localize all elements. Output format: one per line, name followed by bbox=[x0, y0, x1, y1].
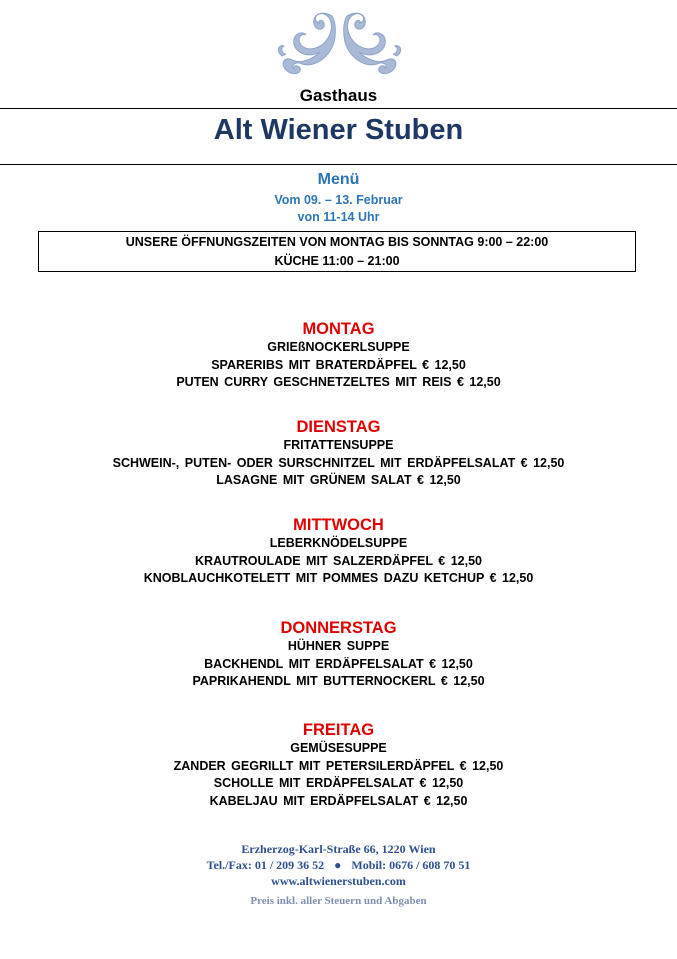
dish-soup: HÜHNER SUPPE bbox=[287, 639, 390, 653]
day-section-donnerstag bbox=[0, 618, 677, 691]
footer-tax-note: Preis inkl. aller Steuern und Abgaben bbox=[250, 895, 427, 907]
opening-hours-line: UNSERE ÖFFNUNGSZEITEN VON MONTAG BIS SONNTAG 9:00 – 22:00 bbox=[125, 235, 549, 249]
kitchen-hours-line: KÜCHE 11:00 – 21:00 bbox=[274, 254, 400, 268]
menu-dates: Vom 09. – 13. Februar bbox=[274, 193, 403, 207]
bullet-separator: ● bbox=[334, 858, 342, 872]
dish-soup: GEMÜSESUPPE bbox=[290, 741, 387, 755]
dish-main: SPARERIBS MIT BRATERDÄPFEL € 12,50 bbox=[211, 357, 466, 372]
day-section-montag bbox=[0, 319, 677, 392]
dish-main: LASAGNE MIT GRÜNEM SALAT € 12,50 bbox=[216, 473, 461, 487]
dish-main: PUTEN CURRY GESCHNETZELTES MIT REIS € 12,50 bbox=[176, 375, 501, 389]
dish-main: SCHWEIN-, PUTEN- ODER SURSCHNITZEL MIT ERDÄPFELSALAT € 12,50 bbox=[112, 455, 565, 470]
dish-soup: FRITATTENSUPPE bbox=[283, 438, 394, 452]
opening-hours-box bbox=[38, 231, 636, 272]
dish-main: ZANDER GEGRILLT MIT PETERSILERDÄPFEL € 12,50 bbox=[173, 758, 504, 773]
day-name: MONTAG bbox=[302, 320, 375, 338]
dish-main: KABELJAU MIT ERDÄPFELSALAT € 12,50 bbox=[209, 793, 468, 808]
restaurant-title: Alt Wiener Stuben bbox=[213, 114, 464, 146]
header-subtitle: Gasthaus bbox=[299, 86, 378, 105]
dish-main: KNOBLAUCHKOTELETT MIT POMMES DAZU KETCHUP € 12,50 bbox=[143, 571, 534, 585]
day-name: DIENSTAG bbox=[296, 418, 381, 436]
dish-main: PAPRIKAHENDL MIT BUTTERNOCKERL € 12,50 bbox=[192, 674, 485, 688]
day-section-freitag bbox=[0, 720, 677, 810]
day-section-mittwoch bbox=[0, 515, 677, 588]
day-name: MITTWOCH bbox=[293, 516, 384, 534]
baroque-scroll-ornament-icon bbox=[272, 8, 407, 80]
menu-heading: Menü bbox=[317, 171, 360, 188]
footer-mobile: Mobil: 0676 / 608 70 51 bbox=[351, 858, 471, 872]
footer-address: Erzherzog-Karl-Straße 66, 1220 Wien bbox=[241, 842, 436, 856]
title-divider bbox=[0, 164, 677, 165]
footer-website[interactable]: www.altwienerstuben.com bbox=[271, 874, 406, 888]
footer-phone: Tel./Fax: 01 / 209 36 52 bbox=[206, 858, 325, 872]
dish-main: SCHOLLE MIT ERDÄPFELSALAT € 12,50 bbox=[213, 776, 464, 790]
dish-soup: LEBERKNÖDELSUPPE bbox=[269, 536, 408, 550]
menu-time: von 11-14 Uhr bbox=[297, 210, 380, 224]
day-name: DONNERSTAG bbox=[280, 619, 397, 637]
day-name: FREITAG bbox=[302, 721, 375, 739]
footer-contact bbox=[0, 858, 677, 873]
dish-soup: GRIEßNOCKERLSUPPE bbox=[267, 340, 410, 354]
dish-main: BACKHENDL MIT ERDÄPFELSALAT € 12,50 bbox=[204, 656, 473, 671]
top-divider bbox=[0, 108, 677, 109]
dish-main: KRAUTROULADE MIT SALZERDÄPFEL € 12,50 bbox=[195, 553, 482, 568]
day-section-dienstag bbox=[0, 417, 677, 490]
